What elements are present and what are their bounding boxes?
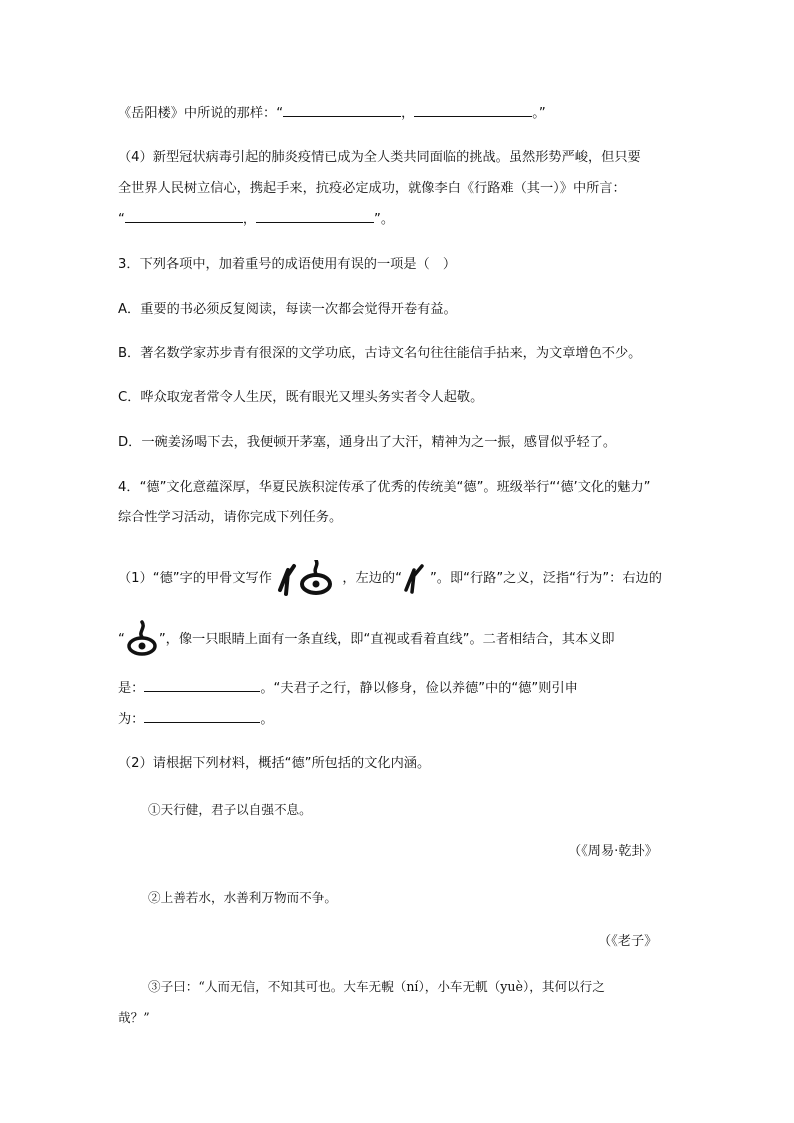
q3-option-b[interactable]: B．著名数学家苏步青有很深的文学功底，古诗文名句往往能信手拈来，为文章增色不少。 [118, 346, 642, 361]
q4-1-text-f: 是： [118, 681, 145, 696]
q4-1-text-g: 。“夫君子之行，静以修身，俭以养德”中的“德”则引申 [260, 681, 578, 696]
q4-1-line4 [118, 710, 274, 729]
open-quote: “ [118, 212, 125, 227]
q4-1-text-a: （1）“德”字的甲骨文写作 [118, 571, 272, 586]
open-quote: “ [118, 632, 125, 647]
separator: ， [242, 212, 257, 227]
answer-blank[interactable] [256, 210, 374, 223]
q2-3-line [118, 104, 546, 123]
q4-1-text-b: ，左边的“ [342, 571, 402, 586]
material-2-source: （《老子》 [598, 934, 658, 949]
q4-1-text-h: 为： [118, 712, 145, 727]
q2-4-line2: 全世界人民树立信心，携起手来，抗疫必定成功，就像李白《行路难（其一）》中所言： [118, 181, 626, 196]
q2-3-prefix: 《岳阳楼》中所说的那样：“ [118, 106, 284, 121]
q4-1-text-c: ”。即“行路”之义，泛指“行为”：右边的 [429, 571, 662, 586]
q3-option-c[interactable]: C．哗众取宠者常令人生厌，既有眼光又埋头务实者令人起敬。 [118, 390, 484, 405]
material-1: ①天行健，君子以自强不息。 [148, 802, 312, 817]
oracle-bone-eye-glyph-icon [125, 620, 159, 658]
q4-1-text-e: ”，像一只眼睛上面有一条直线，即“直视或看着直线”。二者相结合，其本义即 [158, 632, 615, 647]
q4-1-line2 [118, 620, 615, 660]
separator: ， [401, 106, 415, 121]
answer-blank[interactable] [283, 104, 401, 117]
answer-blank[interactable] [144, 679, 260, 692]
q4-1-line3 [118, 679, 578, 698]
q3-option-d[interactable]: D．一碗姜汤喝下去，我便顿开茅塞，通身出了大汗，精神为之一振，感冒似乎轻了。 [118, 435, 617, 450]
suffix: 。” [532, 106, 546, 121]
q3-option-a[interactable]: A．重要的书必须反复阅读，每读一次都会觉得开卷有益。 [118, 302, 457, 317]
q4-1-text-i: 。 [260, 712, 274, 727]
q3-stem: 3．下列各项中，加着重号的成语使用有误的一项是（ ） [118, 257, 457, 272]
answer-blank[interactable] [414, 104, 532, 117]
oracle-bone-left-radical-icon [402, 562, 430, 594]
material-2: ②上善若水，水善利万物而不争。 [148, 890, 337, 905]
oracle-bone-de-glyph-icon [276, 560, 338, 596]
q4-stem-1: 4．“德”文化意蕴深厚，华夏民族积淀传承了优秀的传统美“德”。班级举行“‘德’文化的魅力” [118, 480, 651, 495]
answer-blank[interactable] [144, 710, 260, 723]
q2-4-line3 [118, 210, 394, 229]
material-3-line1: ③子曰：“人而无信，不知其可也。大车无輗（ní），小车无軏（yuè），其何以行之 [148, 979, 605, 994]
material-1-source: （《周易·乾卦》 [568, 844, 658, 859]
answer-blank[interactable] [125, 210, 243, 223]
material-3-line2: 哉？” [118, 1010, 150, 1025]
q4-stem-2: 综合性学习活动，请你完成下列任务。 [118, 510, 343, 525]
q2-4-line1: （4）新型冠状病毒引起的肺炎疫情已成为全人类共同面临的挑战。虽然形势严峻，但只要 [118, 150, 641, 165]
q4-1-line1 [118, 560, 662, 596]
close-quote: ”。 [374, 212, 395, 227]
q4-2-stem: （2）请根据下列材料，概括“德”所包括的文化内涵。 [118, 756, 431, 771]
